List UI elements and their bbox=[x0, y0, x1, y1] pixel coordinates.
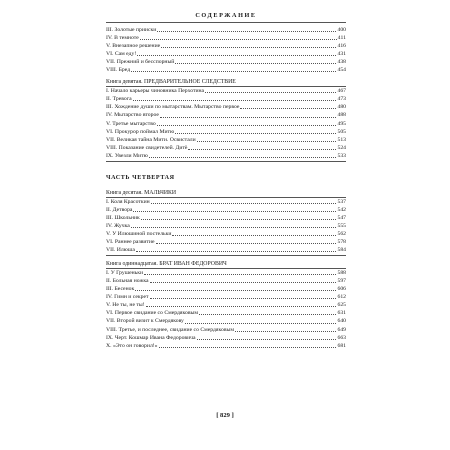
dot-leader bbox=[197, 141, 337, 142]
toc-entry bbox=[106, 309, 346, 317]
entry-title: II. Детвора bbox=[106, 206, 133, 213]
entry-title: VII. Илюша bbox=[106, 247, 135, 254]
toc-entry bbox=[106, 87, 346, 95]
page-number: [ 829 ] bbox=[216, 412, 234, 419]
entry-title: IV. Мытарство второе bbox=[106, 112, 159, 119]
dot-leader bbox=[199, 314, 337, 315]
entry-page: 416 bbox=[337, 43, 346, 50]
entry-page: 513 bbox=[337, 136, 346, 143]
entry-title: I. У Грушеньки bbox=[106, 270, 144, 277]
entry-title: IV. В темноте bbox=[106, 35, 139, 42]
entry-page: 555 bbox=[337, 222, 346, 229]
section1-list bbox=[106, 26, 346, 74]
entry-page: 454 bbox=[337, 67, 346, 74]
entry-page: 542 bbox=[337, 206, 346, 213]
dot-leader bbox=[144, 274, 336, 275]
dot-leader bbox=[131, 71, 336, 72]
toc-entry bbox=[106, 120, 346, 128]
dot-leader bbox=[136, 251, 337, 252]
dot-leader bbox=[137, 55, 336, 56]
dot-leader bbox=[240, 108, 336, 109]
toc-entry bbox=[106, 42, 346, 50]
dot-leader bbox=[188, 149, 336, 150]
toc-entry bbox=[106, 103, 346, 111]
entry-title: IX. Увезли Митю bbox=[106, 152, 148, 159]
entry-page: 495 bbox=[337, 120, 346, 127]
book-title: Книга десятая. МАЛЬЧИКИ bbox=[106, 189, 346, 198]
dot-leader bbox=[157, 125, 337, 126]
entry-title: V. Внезапное решение bbox=[106, 43, 161, 50]
toc-entry bbox=[106, 230, 346, 238]
dot-leader bbox=[149, 157, 337, 158]
entry-page: 640 bbox=[337, 318, 346, 325]
entry-title: VI. Первое свидание со Смердяковым bbox=[106, 310, 198, 317]
entry-page: 681 bbox=[337, 342, 346, 349]
entry-page: 473 bbox=[337, 96, 346, 103]
dot-leader bbox=[146, 306, 337, 307]
toc-entry bbox=[106, 26, 346, 34]
entry-title: V. У Илюшиной постельки bbox=[106, 230, 172, 237]
entry-page: 606 bbox=[337, 286, 346, 293]
dot-leader bbox=[197, 339, 337, 340]
part-title: ЧАСТЬ ЧЕТВЕРТАЯ bbox=[106, 174, 175, 181]
dot-leader bbox=[235, 331, 337, 332]
book10-list bbox=[106, 198, 346, 254]
toc-entry bbox=[106, 66, 346, 74]
toc-entry bbox=[106, 198, 346, 206]
entry-page: 480 bbox=[337, 104, 346, 111]
entry-page: 588 bbox=[337, 270, 346, 277]
book11-list bbox=[106, 269, 346, 349]
toc-entry bbox=[106, 206, 346, 214]
entry-title: VI. Сам еду! bbox=[106, 51, 137, 58]
dot-leader bbox=[150, 282, 337, 283]
toc-page bbox=[106, 12, 346, 350]
toc-entry bbox=[106, 50, 346, 58]
dot-leader bbox=[175, 63, 336, 64]
entry-title: I. Начало карьеры чиновника Перхотина bbox=[106, 88, 205, 95]
entry-title: V. Не ты, не ты! bbox=[106, 302, 145, 309]
dot-leader bbox=[185, 323, 337, 324]
dot-leader bbox=[131, 227, 337, 228]
dot-leader bbox=[135, 290, 336, 291]
entry-title: III. Золотые прииски bbox=[106, 27, 157, 33]
entry-page: 400 bbox=[337, 27, 346, 33]
dot-leader bbox=[157, 31, 336, 32]
entry-title: II. Больная ножка bbox=[106, 278, 149, 285]
toc-entry bbox=[106, 144, 346, 152]
entry-title: III. Бесенок bbox=[106, 286, 135, 293]
entry-page: 562 bbox=[337, 230, 346, 237]
toc-entry bbox=[106, 301, 346, 309]
entry-page: 578 bbox=[337, 239, 346, 246]
entry-page: 533 bbox=[337, 152, 346, 159]
entry-page: 631 bbox=[337, 310, 346, 317]
toc-entry bbox=[106, 222, 346, 230]
entry-page: 649 bbox=[337, 326, 346, 333]
entry-page: 467 bbox=[337, 88, 346, 95]
entry-title: VIII. Бред bbox=[106, 67, 131, 74]
entry-page: 411 bbox=[337, 35, 346, 42]
entry-title: II. Тревога bbox=[106, 96, 132, 103]
toc-entry bbox=[106, 214, 346, 222]
entry-page: 524 bbox=[337, 144, 346, 151]
dot-leader bbox=[141, 219, 337, 220]
dot-leader bbox=[205, 92, 336, 93]
section-divider bbox=[106, 161, 346, 162]
toc-entry bbox=[106, 152, 346, 160]
entry-page: 488 bbox=[337, 112, 346, 119]
toc-entry bbox=[106, 111, 346, 119]
dot-leader bbox=[161, 47, 336, 48]
entry-title: VI. Раннее развитие bbox=[106, 239, 155, 246]
dot-leader bbox=[159, 347, 337, 348]
entry-title: VIII. Показание свидетелей. Дитё bbox=[106, 144, 188, 151]
dot-leader bbox=[175, 133, 336, 134]
entry-page: 505 bbox=[337, 128, 346, 135]
toc-entry bbox=[106, 342, 346, 350]
dot-leader bbox=[160, 117, 337, 118]
toc-entry bbox=[106, 238, 346, 246]
dot-leader bbox=[151, 203, 337, 204]
entry-title: VII. Великая тайна Мити. Освистали bbox=[106, 136, 196, 143]
entry-title: VIII. Третье, и последнее, свидание со Смердяковым bbox=[106, 326, 234, 333]
dot-leader bbox=[156, 243, 337, 244]
entry-title: I. Коля Красоткин bbox=[106, 198, 150, 205]
entry-title: IX. Черт. Кошмар Ивана Федоровича bbox=[106, 334, 196, 341]
toc-entry bbox=[106, 34, 346, 42]
toc-entry bbox=[106, 277, 346, 285]
entry-title: III. Школьник bbox=[106, 214, 140, 221]
toc-entry bbox=[106, 326, 346, 334]
entry-title: VI. Прокурор поймал Митю bbox=[106, 128, 175, 135]
entry-page: 431 bbox=[337, 51, 346, 58]
entry-title: VII. Второй визит к Смердякову bbox=[106, 318, 184, 325]
section-divider bbox=[106, 255, 346, 256]
toc-entry bbox=[106, 128, 346, 136]
entry-title: V. Третье мытарство bbox=[106, 120, 156, 127]
entry-page: 597 bbox=[337, 278, 346, 285]
toc-entry bbox=[106, 293, 346, 301]
entry-title: X. «Это он говорил!» bbox=[106, 342, 158, 349]
dot-leader bbox=[133, 100, 337, 101]
book-title: Книга девятая. ПРЕДВАРИТЕЛЬНОЕ СЛЕДСТВИЕ bbox=[106, 78, 346, 87]
entry-title: IV. Гимн и секрет bbox=[106, 294, 149, 301]
entry-page: 612 bbox=[337, 294, 346, 301]
dot-leader bbox=[172, 235, 336, 236]
toc-entry bbox=[106, 285, 346, 293]
dot-leader bbox=[150, 298, 337, 299]
entry-page: 438 bbox=[337, 59, 346, 66]
dot-leader bbox=[133, 211, 336, 212]
entry-page: 625 bbox=[337, 302, 346, 309]
entry-page: 584 bbox=[337, 247, 346, 254]
running-header: СОДЕРЖАНИЕ bbox=[106, 12, 346, 23]
entry-page: 547 bbox=[337, 214, 346, 221]
toc-entry bbox=[106, 269, 346, 277]
toc-entry bbox=[106, 334, 346, 342]
toc-entry bbox=[106, 317, 346, 325]
toc-entry bbox=[106, 246, 346, 254]
dot-leader bbox=[140, 39, 337, 40]
entry-title: VII. Прежний и бесспорный bbox=[106, 59, 175, 66]
entry-page: 663 bbox=[337, 334, 346, 341]
toc-entry bbox=[106, 136, 346, 144]
toc-entry bbox=[106, 58, 346, 66]
entry-page: 537 bbox=[337, 198, 346, 205]
book9-list bbox=[106, 87, 346, 159]
toc-entry bbox=[106, 95, 346, 103]
entry-title: IV. Жучка bbox=[106, 222, 130, 229]
book-title: Книга одиннадцатая. БРАТ ИВАН ФЕДОРОВИЧ bbox=[106, 260, 346, 269]
entry-title: III. Хождение души по мытарствам. Мытарство первое bbox=[106, 104, 240, 111]
